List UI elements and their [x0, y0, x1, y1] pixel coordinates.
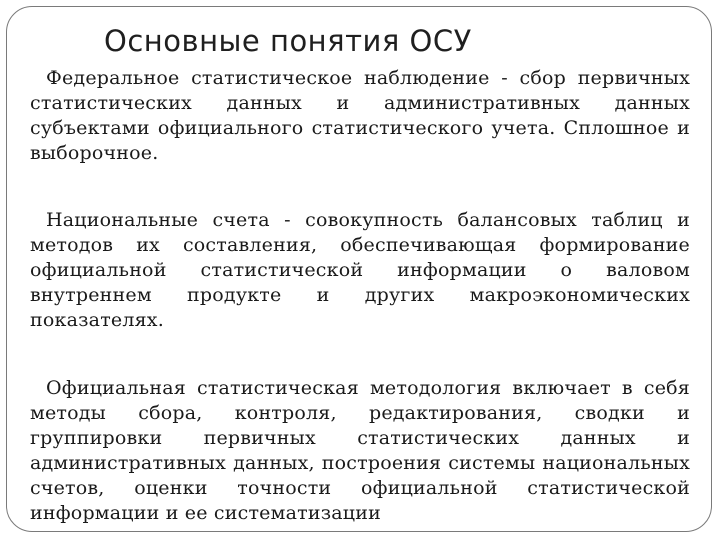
paragraph-national-accounts: Национальные счета - совокупность балансовых таблиц и методов их составления, обеспечивающая формирование официальной статистической информации о валовом внутреннем продукте и других макроэкономических показателях. — [30, 209, 690, 331]
paragraph-official-methodology: Официальная статистическая методология включает в себя методы сбора, контроля, редактирования, сводки и группировки первичных статистических данных и административных данных, построения системы национальных счетов, оценки точности официальной статистической информации и ее систематизации — [30, 377, 690, 524]
slide-title: Основные понятия ОСУ — [104, 24, 472, 58]
paragraph-federal-observation: Федеральное статистическое наблюдение - сбор первичных статистических данных и административных данных субъектами официального статистического учета. Сплошное и выборочное. — [30, 67, 690, 164]
